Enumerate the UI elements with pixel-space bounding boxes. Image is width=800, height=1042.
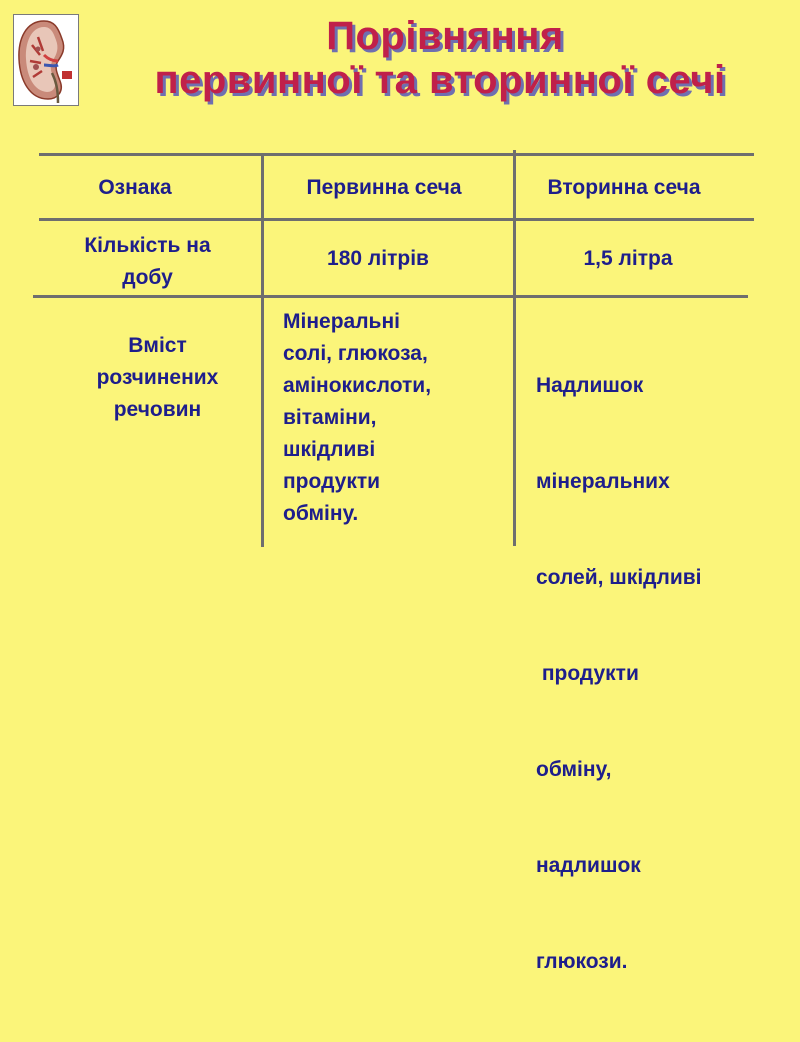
header-feature: Ознака [98, 176, 172, 199]
row2-primary-line: солі, глюкоза, [283, 342, 428, 365]
row2-secondary-line: Надлишок [536, 374, 644, 397]
table-line-row1-bottom [33, 295, 748, 298]
row1-primary: 180 літрів [327, 247, 429, 270]
table-vline-1 [261, 153, 264, 547]
row2-secondary-line: солей, шкідливі [536, 566, 702, 589]
slide-title [90, 14, 790, 102]
row1-secondary: 1,5 літра [583, 247, 673, 270]
row2-feature-line-3: речовин [113, 398, 202, 421]
row2-secondary-line: глюкози. [536, 950, 628, 973]
row2-primary-line: продукти [283, 470, 381, 493]
row2-secondary-line: обміну, [536, 758, 612, 781]
row1-feature-line-1: Кількість на [84, 234, 211, 257]
row2-secondary-line: мінеральних [536, 470, 670, 493]
row2-primary-line: амінокислоти, [283, 374, 432, 397]
row2-primary-line: обміну. [283, 502, 359, 525]
row2-primary-line: Мінеральні [283, 310, 400, 333]
row2-feature [60, 330, 255, 426]
kidney-image [13, 14, 79, 106]
table-vline-2 [513, 150, 516, 546]
table-line-top [39, 153, 754, 156]
row1-feature-line-2: добу [122, 266, 173, 289]
header-primary-urine: Первинна сеча [306, 176, 462, 199]
title-line-2: первинної та вторинної сечі [154, 58, 726, 102]
row2-primary-line: шкідливі [283, 438, 376, 461]
title-line-1: Порівняння [326, 14, 564, 58]
row2-secondary-line: продукти [536, 662, 639, 685]
row2-secondary [536, 306, 766, 1042]
row2-primary-line: вітаміни, [283, 406, 377, 429]
row2-feature-line-2: розчинених [96, 366, 219, 389]
table-line-header-bottom [39, 218, 754, 221]
row2-feature-line-1: Вміст [128, 334, 187, 357]
kidney-icon [14, 15, 78, 105]
row1-feature [50, 230, 245, 294]
header-secondary-urine: Вторинна сеча [547, 176, 701, 199]
row2-secondary-line: надлишок [536, 854, 641, 877]
row2-primary [283, 306, 508, 530]
